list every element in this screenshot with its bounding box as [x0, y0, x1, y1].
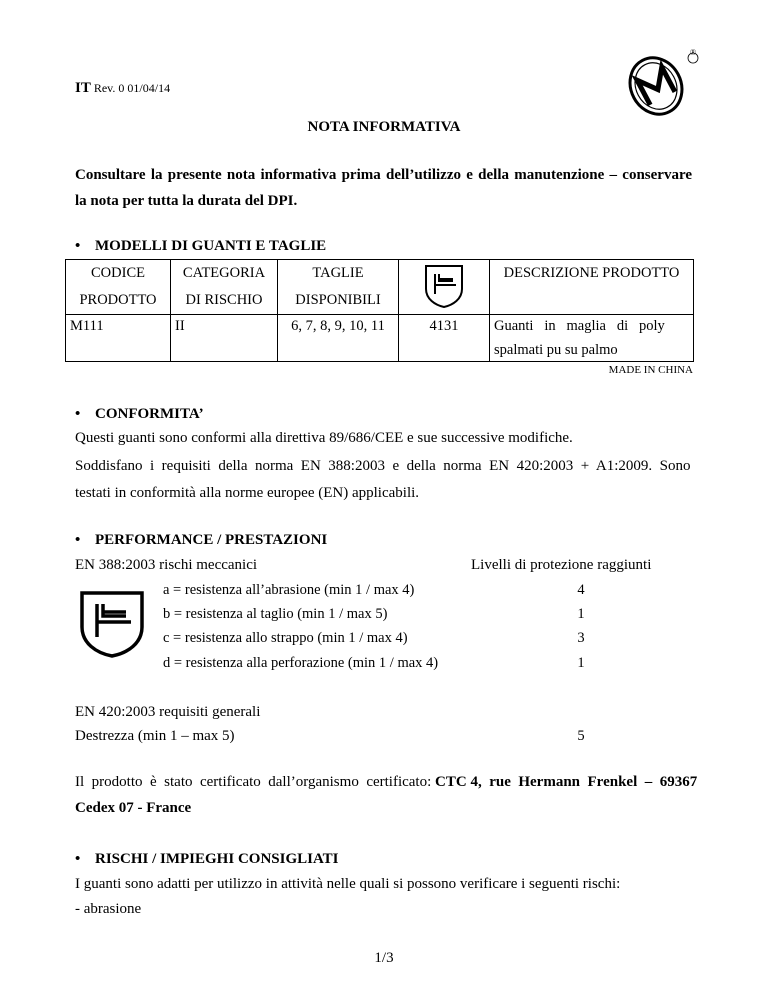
models-heading: • MODELLI DI GUANTI E TAGLIE	[75, 238, 327, 254]
performance-item-c: c = resistenza allo strappo (min 1 / max 4)	[163, 630, 408, 646]
intro-line-1: Consultare la presente nota informativa prima dell’utilizzo e della manutenzione – conservare	[75, 167, 692, 183]
performance-heading: • PERFORMANCE / PRESTAZIONI	[75, 532, 328, 548]
table-row	[66, 315, 694, 362]
performance-level-b: 1	[577, 606, 585, 622]
header-code: CODICE PRODOTTO	[66, 260, 171, 315]
revision-line	[75, 80, 170, 97]
header-sizes: TAGLIE DISPONIBILI	[278, 260, 399, 315]
header-category: CATEGORIA DI RISCHIO	[171, 260, 278, 315]
dexterity-label: Destrezza (min 1 – max 5)	[75, 728, 235, 744]
en388-label: EN 388:2003 rischi meccanici	[75, 557, 258, 573]
conformity-line-2: Soddisfano i requisiti della norma EN 388:2003 e della norma EN 420:2003 + A1:2009. Sono	[75, 458, 691, 474]
levels-header: Livelli di protezione raggiunti	[471, 557, 652, 573]
intro-text	[75, 162, 692, 214]
table-header-row	[66, 260, 694, 315]
conformity-line-1: Questi guanti sono conformi alla direttiva 89/686/CEE e sue successive modifiche.	[75, 430, 573, 446]
performance-item-d: d = resistenza alla perforazione (min 1 / max 4)	[163, 655, 439, 671]
conformity-line-3: testati in conformità alla norme europee (EN) applicabili.	[75, 485, 420, 501]
cell-levels: 4131	[399, 315, 490, 362]
intro-line-2: la nota per tutta la durata del DPI.	[75, 193, 298, 209]
risks-line-1: I guanti sono adatti per utilizzo in attività nelle quali si possono verificare i seguenti rischi:	[75, 876, 621, 892]
performance-item-b: b = resistenza al taglio (min 1 / max 5)	[163, 606, 388, 622]
bullet-icon: •	[75, 238, 81, 254]
brand-logo	[616, 50, 700, 116]
mechanical-risk-shield-icon	[78, 589, 146, 659]
cell-description: Guanti in maglia di poly spalmati pu su palmo	[490, 315, 694, 362]
certification-body: CTC 4, rue Hermann Frenkel – 69367	[435, 774, 698, 790]
conformity-heading: • CONFORMITA’	[75, 406, 204, 422]
models-table	[65, 259, 694, 362]
bullet-icon: •	[75, 406, 81, 422]
cell-category: II	[171, 315, 278, 362]
en420-label: EN 420:2003 requisiti generali	[75, 704, 261, 720]
registered-mark: ®	[690, 48, 697, 57]
bullet-icon: •	[75, 851, 81, 867]
revision-text: Rev. 0 01/04/14	[93, 81, 171, 95]
risks-heading: • RISCHI / IMPIEGHI CONSIGLIATI	[75, 851, 339, 867]
page-number: 1/3	[374, 950, 394, 966]
mechanical-risk-shield-icon	[423, 263, 465, 309]
made-in-label: MADE IN CHINA	[608, 364, 693, 376]
cell-sizes: 6, 7, 8, 9, 10, 11	[278, 315, 399, 362]
performance-level-a: 4	[577, 582, 585, 598]
dexterity-level: 5	[577, 728, 585, 744]
performance-level-c: 3	[577, 630, 585, 646]
performance-item-a: a = resistenza all’abrasione (min 1 / max 4)	[163, 582, 415, 598]
certification-line-1: Il prodotto è stato certificato dall’organismo certificato: CTC 4, rue Hermann Frenkel – 69367	[75, 774, 698, 790]
performance-level-d: 1	[577, 655, 585, 671]
certification-line-2: Cedex 07 - France	[75, 800, 192, 816]
bullet-icon: •	[75, 532, 81, 548]
document-title: NOTA INFORMATIVA	[307, 119, 461, 135]
header-description: DESCRIZIONE PRODOTTO	[490, 260, 694, 315]
risks-line-2: - abrasione	[75, 901, 142, 917]
cell-code: M111	[66, 315, 171, 362]
header-pictogram	[399, 260, 490, 315]
language-code: IT	[75, 80, 91, 96]
